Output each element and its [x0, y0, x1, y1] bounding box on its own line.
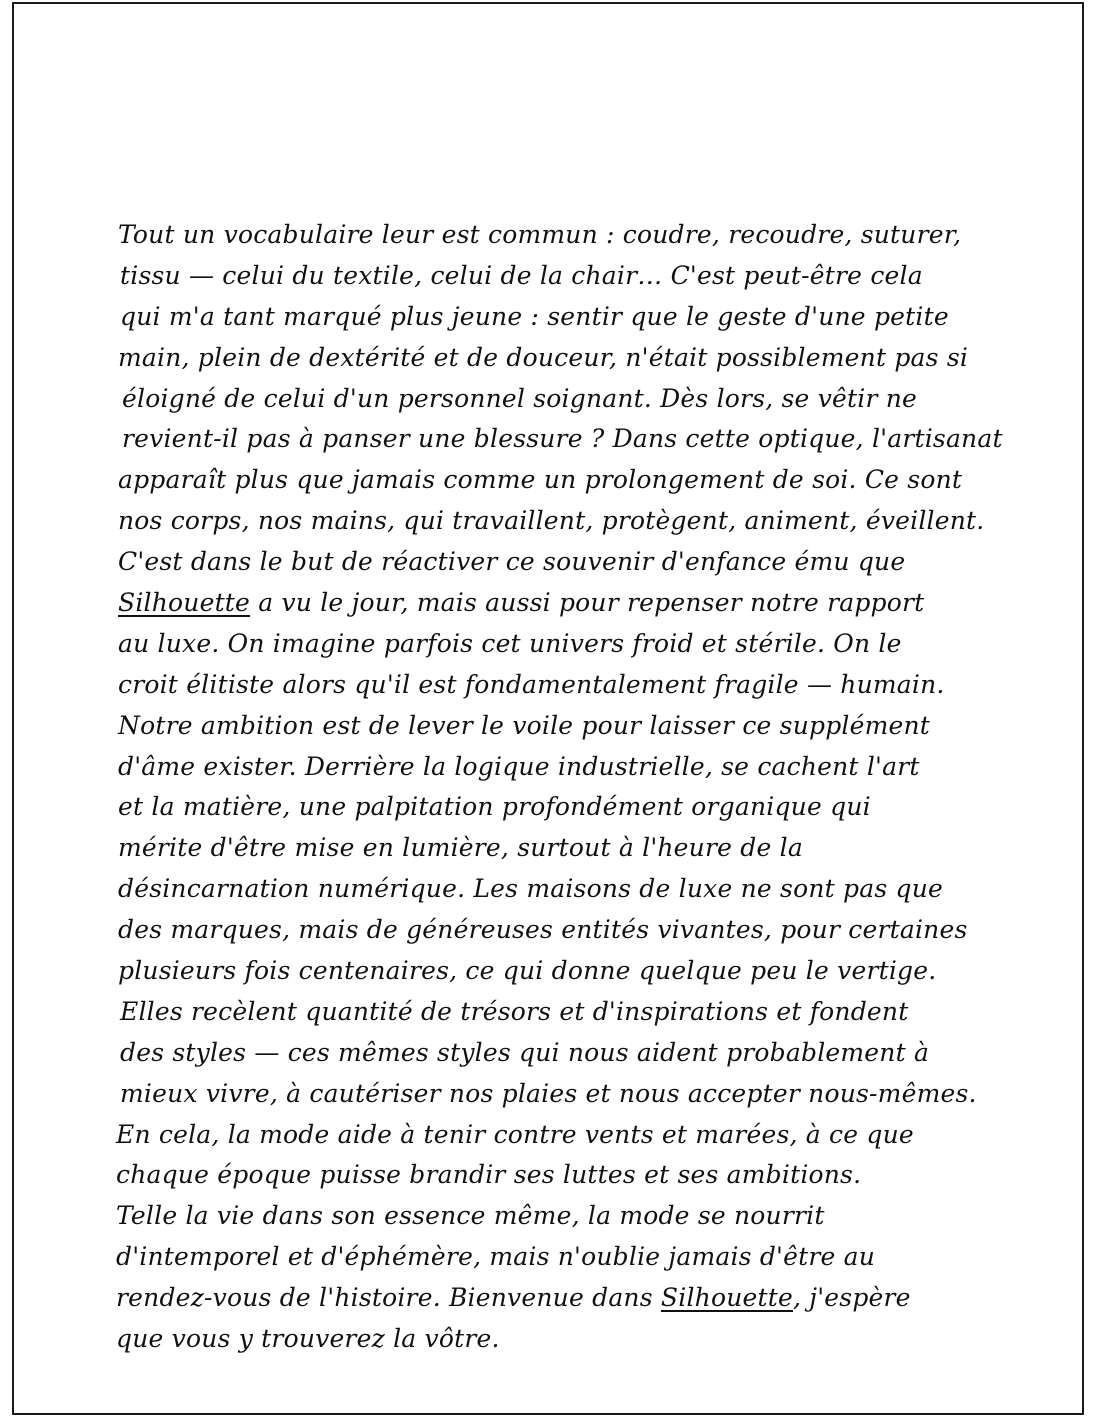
handwritten-letter [100, 215, 1003, 1360]
letter-line: En cela, la mode aide à tenir contre vents et marées, à ce que [116, 1119, 914, 1149]
letter-line: des marques, mais de généreuses entités vivantes, pour certaines [118, 915, 968, 945]
letter-line: au luxe. On imagine parfois cet univers froid et stérile. On le [118, 628, 902, 658]
magazine-name: Silhouette [118, 588, 251, 618]
letter-line-text: a vu le jour, mais aussi pour repenser notre rapport [258, 588, 925, 618]
magazine-name: Silhouette [660, 1283, 793, 1313]
letter-line-text: rendez-vous de l'histoire. Bienvenue dans [116, 1283, 653, 1313]
letter-line: Tout un vocabulaire leur est commun : coudre, recoudre, suturer, [118, 220, 962, 249]
letter-line: chaque époque puisse brandir ses luttes et ses ambitions. [116, 1160, 862, 1190]
letter-line: tissu — celui du textile, celui de la chair… C'est peut-être cela [120, 260, 923, 290]
letter-line: mérite d'être mise en lumière, surtout à l'heure de la [118, 833, 803, 863]
letter-line: que vous y trouverez la vôtre. [116, 1324, 500, 1354]
letter-line: nos corps, nos mains, qui travaillent, protègent, animent, éveillent. [118, 506, 985, 536]
letter-line: plusieurs fois centenaires, ce qui donne quelque peu le vertige. [118, 956, 937, 986]
letter-line: éloigné de celui d'un personnel soignant. Dès lors, se vêtir ne [122, 383, 918, 413]
letter-line: Telle la vie dans son essence même, la mode se nourrit [116, 1201, 825, 1231]
letter-line: qui m'a tant marqué plus jeune : sentir que le geste d'une petite [120, 301, 949, 331]
letter-line [100, 583, 1000, 624]
letter-line: des styles — ces mêmes styles qui nous aident probablement à [120, 1037, 930, 1067]
letter-line: revient-il pas à panser une blessure ? Dans cette optique, l'artisanat [122, 424, 1003, 454]
letter-line: croit élitiste alors qu'il est fondamentalement fragile — humain. [118, 669, 945, 699]
letter-line: C'est dans le but de réactiver ce souvenir d'enfance ému que [118, 547, 906, 577]
letter-line: désincarnation numérique. Les maisons de luxe ne sont pas que [118, 874, 943, 904]
letter-line: d'intemporel et d'éphémère, mais n'oublie jamais d'être au [116, 1242, 876, 1272]
letter-line: mieux vivre, à cautériser nos plaies et nous accepter nous-mêmes. [120, 1078, 977, 1108]
letter-line: apparaît plus que jamais comme un prolongement de soi. Ce sont [118, 465, 963, 495]
letter-line: d'âme exister. Derrière la logique industrielle, se cachent l'art [118, 751, 920, 781]
letter-line: main, plein de dextérité et de douceur, n'était possiblement pas si [118, 342, 969, 372]
letter-line [100, 1278, 1000, 1319]
letter-line: Notre ambition est de lever le voile pour laisser ce supplément [118, 710, 931, 740]
letter-line-text: , j'espère [792, 1283, 911, 1313]
letter-line: et la matière, une palpitation profondément organique qui [118, 792, 871, 822]
letter-line: Elles recèlent quantité de trésors et d'inspirations et fondent [120, 996, 909, 1026]
